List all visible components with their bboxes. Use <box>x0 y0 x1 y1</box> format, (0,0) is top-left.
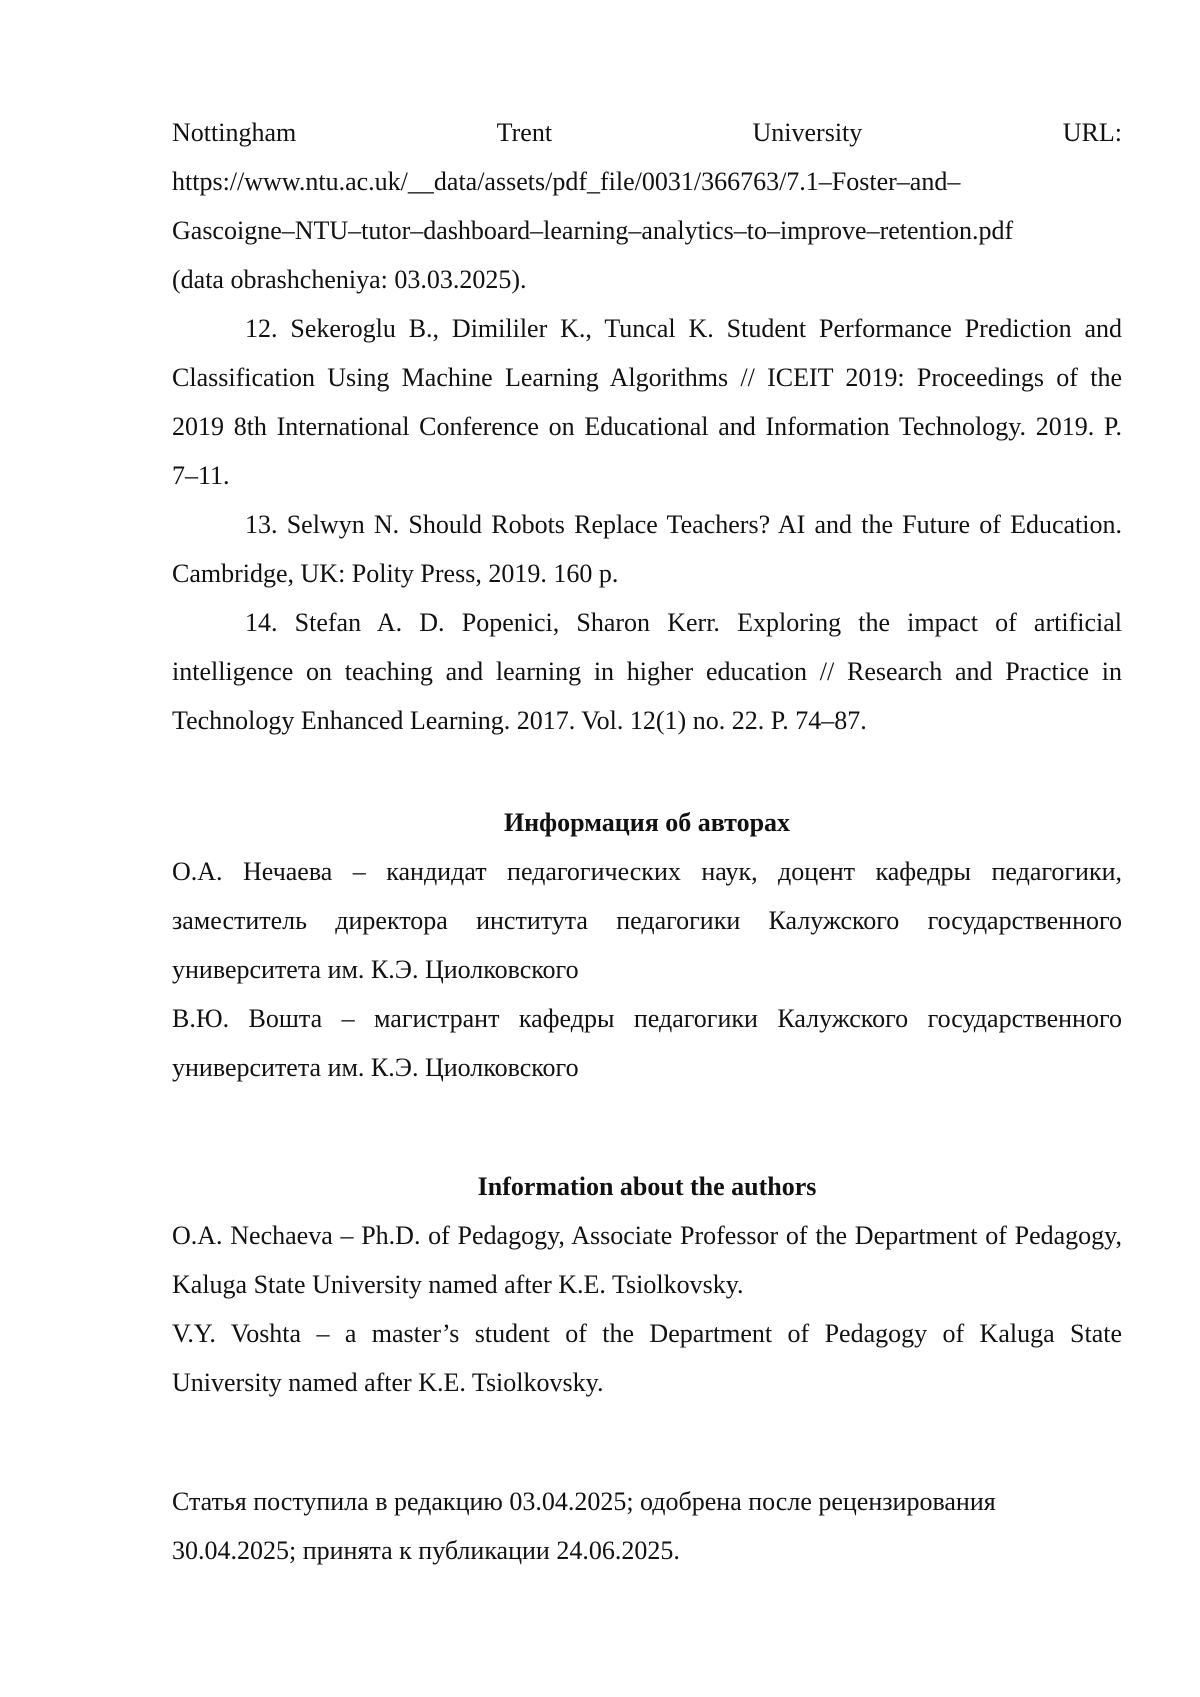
reference-14 <box>172 598 1122 745</box>
reference-12-number: 12. <box>245 314 278 343</box>
source-word: Trent <box>497 108 552 157</box>
source-word: URL: <box>1063 108 1122 157</box>
reference-14-number: 14. <box>245 608 278 637</box>
reference-14-text: Stefan A. D. Popenici, Sharon Kerr. Exploring the impact of artificial intelligence on teaching and learning in higher education // Research and Practice in Technology Enhanced Learning. 2017. Vol. 12(1) no. 22. P. 74–87. <box>172 608 1122 735</box>
reference-11-url-part2: Gascoigne–NTU–tutor–dashboard–learning–analytics–to–improve–retention.pdf <box>172 206 1122 255</box>
spacer <box>172 1407 1122 1477</box>
reference-11-url-part1: https://www.ntu.ac.uk/__data/assets/pdf_file/0031/366763/7.1–Foster–and– <box>172 157 1122 206</box>
reference-12-text: Sekeroglu B., Dimililer K., Tuncal K. Student Performance Prediction and Classification Using Machine Learning Algorithms // ICEIT 2019: Proceedings of the 2019 8th International Conference on Educational and Information Technology. 2019. P. 7–11. <box>172 314 1122 490</box>
authors-ru-heading: Информация об авторах <box>172 798 1122 847</box>
reference-11-access-date: (data obrashcheniya: 03.03.2025). <box>172 255 1122 304</box>
document-page <box>172 108 1122 1575</box>
article-dates-note <box>172 1477 1122 1575</box>
reference-13 <box>172 500 1122 598</box>
authors-en-heading: Information about the authors <box>172 1162 1122 1211</box>
reference-11-source-line <box>172 108 1122 157</box>
reference-12 <box>172 304 1122 500</box>
spacer <box>172 1092 1122 1162</box>
reference-13-number: 13. <box>245 510 278 539</box>
reference-11-continuation <box>172 108 1122 304</box>
author-ru-nechaeva: О.А. Нечаева – кандидат педагогических наук, доцент кафедры педагогики, заместитель директора института педагогики Калужского государственного университета им. К.Э. Циолковского <box>172 847 1122 994</box>
article-dates-line2: 30.04.2025; принята к публикации 24.06.2025. <box>172 1526 1122 1575</box>
source-word: University <box>753 108 863 157</box>
source-word: Nottingham <box>172 108 296 157</box>
author-ru-voshta: В.Ю. Вошта – магистрант кафедры педагогики Калужского государственного университета им. К.Э. Циолковского <box>172 994 1122 1092</box>
author-en-voshta: V.Y. Voshta – a master’s student of the Department of Pedagogy of Kaluga State University named after K.E. Tsiolkovsky. <box>172 1309 1122 1407</box>
author-en-nechaeva: O.A. Nechaeva – Ph.D. of Pedagogy, Associate Professor of the Department of Pedagogy, Kaluga State University named after K.E. Tsiolkovsky. <box>172 1211 1122 1309</box>
spacer <box>172 745 1122 798</box>
reference-13-text: Selwyn N. Should Robots Replace Teachers? AI and the Future of Education. Cambridge, UK: Polity Press, 2019. 160 p. <box>172 510 1122 588</box>
article-dates-line1: Статья поступила в редакцию 03.04.2025; одобрена после рецензирования <box>172 1477 1122 1526</box>
